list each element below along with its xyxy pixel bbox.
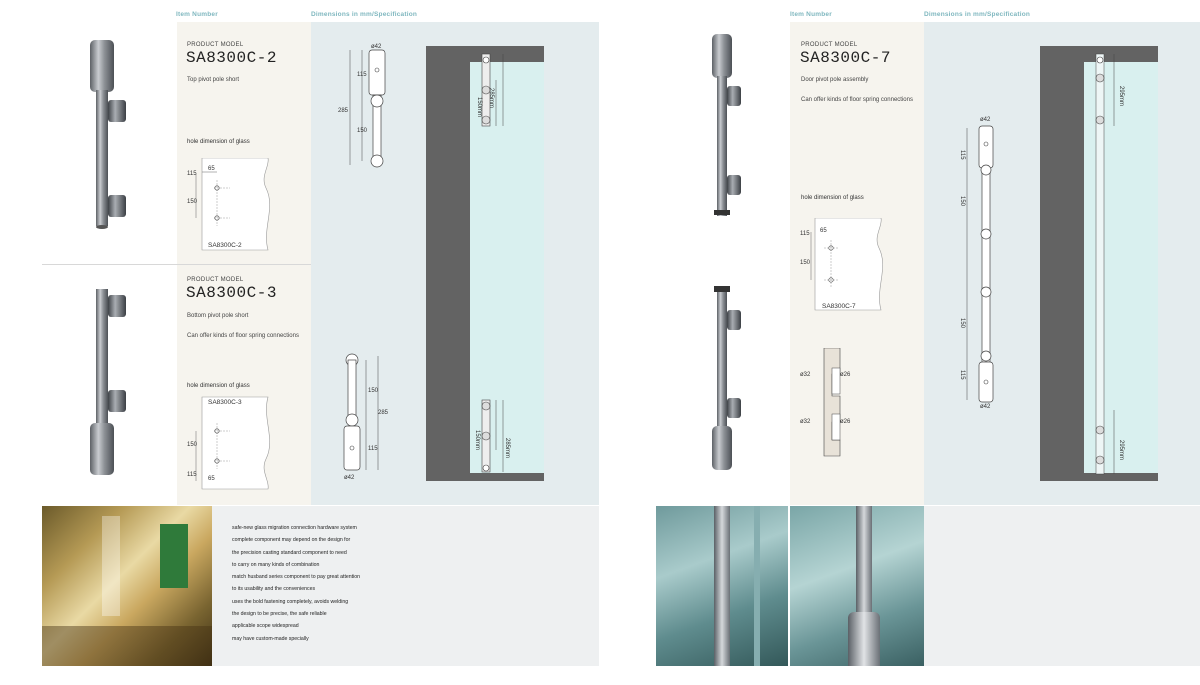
pivot-cap-detail [848, 612, 880, 666]
feature-item: complete component may depend on the design for [232, 537, 351, 544]
sa8300c-2-product-photo [60, 30, 170, 250]
hole-dim-b-2: 115 [187, 472, 197, 478]
door-dim-295-bottom: 295mm [1118, 440, 1124, 461]
hole-dim-a-3: 115 [800, 231, 810, 237]
spec-2-dia: ø42 [344, 475, 355, 481]
hole-dimension-label-2: hole dimension of glass [187, 383, 250, 389]
feature-item: the precision casting standard component to need [232, 549, 347, 556]
door-dim-295-top: 295mm [1118, 86, 1124, 107]
green-wall [160, 524, 188, 588]
product-divider [42, 264, 311, 265]
product-model-1: SA8300C-2 [186, 49, 277, 67]
spec-3-b: 150 [959, 196, 965, 207]
item-number-header-right: Item Number [790, 11, 832, 18]
spec-1-total: 285 [338, 108, 349, 114]
hole-dim-c-3: 65 [820, 228, 827, 234]
hole-dimension-label-3: hole dimension of glass [801, 195, 864, 201]
hole-dim-c-2: 65 [208, 476, 215, 482]
feature-item: applicable scope widespread [232, 623, 299, 630]
spec-3-dia-top: ø42 [980, 117, 991, 123]
section-dia-32-top: ø32 [800, 372, 811, 378]
product-desc-2a: Bottom pivot pole short [187, 313, 249, 319]
spec-3-d: 115 [959, 370, 965, 380]
dimensions-header: Dimensions in mm/Specification [311, 11, 418, 18]
spec-drawing-3 [955, 120, 1015, 410]
spec-3-a: 115 [959, 150, 965, 160]
detail-photo-2 [790, 506, 924, 666]
pole-detail [714, 506, 730, 666]
section-dia-26-top: ø26 [840, 372, 851, 378]
section-dia-26-bottom: ø26 [840, 419, 851, 425]
spec-3-dia-bottom: ø42 [980, 404, 991, 410]
spec-2-total: 285 [378, 410, 389, 416]
hole-dim-b-1: 150 [187, 199, 198, 205]
product-desc-3b: Can offer kinds of floor spring connections [801, 97, 913, 103]
spec-1-dia: ø42 [371, 44, 382, 50]
spec-3-c: 150 [959, 318, 965, 329]
right-bottom-panel [924, 506, 1200, 666]
product-model-label-1: PRODUCT MODEL [187, 42, 244, 48]
feature-item: may have custom-made specially [232, 635, 309, 642]
section-dia-32-bottom: ø32 [800, 419, 811, 425]
feature-item: to its usability and the conveniences [232, 586, 316, 593]
spec-1-b: 150 [357, 128, 368, 134]
product-model-label-2: PRODUCT MODEL [187, 277, 244, 283]
product-model-2: SA8300C-3 [186, 284, 277, 302]
hole-dimension-label-1: hole dimension of glass [187, 139, 250, 145]
spec-2-a: 150 [368, 388, 379, 394]
product-model-3: SA8300C-7 [800, 49, 891, 67]
product-desc-1: Top pivot pole short [187, 77, 240, 83]
spec-1-a: 115 [357, 72, 367, 78]
installation-photo [42, 506, 212, 666]
sa8300c-7-product-photo [690, 30, 770, 480]
hole-sketch-label-1: SA8300C-2 [208, 242, 242, 249]
product-model-label-3: PRODUCT MODEL [801, 42, 858, 48]
door-fittings-left [476, 50, 516, 480]
feature-item: to carry on many kinds of combination [232, 561, 320, 568]
spec-drawing-2 [330, 350, 410, 490]
door-dim-285-top: 285mm [488, 88, 494, 109]
dimensions-header-right: Dimensions in mm/Specification [924, 11, 1031, 18]
glass-reflection [102, 516, 120, 616]
hole-sketch-2 [184, 395, 284, 493]
spec-2-b: 115 [368, 446, 378, 452]
sa8300c-3-product-photo [60, 285, 170, 485]
glass-edge [754, 506, 760, 666]
door-fittings-right [1090, 50, 1130, 480]
door-dim-285-bottom: 285mm [504, 438, 510, 459]
product-desc-2b: Can offer kinds of floor spring connections [187, 333, 299, 339]
item-number-header: Item Number [176, 11, 218, 18]
hole-sketch-3 [797, 218, 897, 316]
section-sketch [818, 348, 858, 458]
floor-shadow [42, 626, 212, 666]
feature-item: uses the bold fastening completely, avoids welding [232, 598, 349, 605]
feature-item: safe-new glass migration connection hardware system [232, 525, 357, 531]
hole-sketch-label-3: SA8300C-7 [822, 303, 856, 310]
feature-item: the design to be precise, the safe reliable [232, 611, 327, 618]
feature-list [232, 522, 360, 645]
feature-item: match husband series component to pay great attention [232, 574, 361, 581]
hole-sketch-label-2: SA8300C-3 [208, 399, 242, 406]
door-dim-150-top: 150mm [476, 97, 482, 118]
hole-dim-a-2: 150 [187, 442, 198, 448]
detail-photo-1 [656, 506, 788, 666]
hole-dim-b-3: 150 [800, 260, 811, 266]
product-desc-3a: Door pivot pole assembly [801, 77, 869, 83]
hole-dim-a-1: 115 [187, 171, 197, 177]
hole-dim-c-1: 65 [208, 166, 215, 172]
door-dim-150-bottom: 150mm [474, 430, 480, 451]
